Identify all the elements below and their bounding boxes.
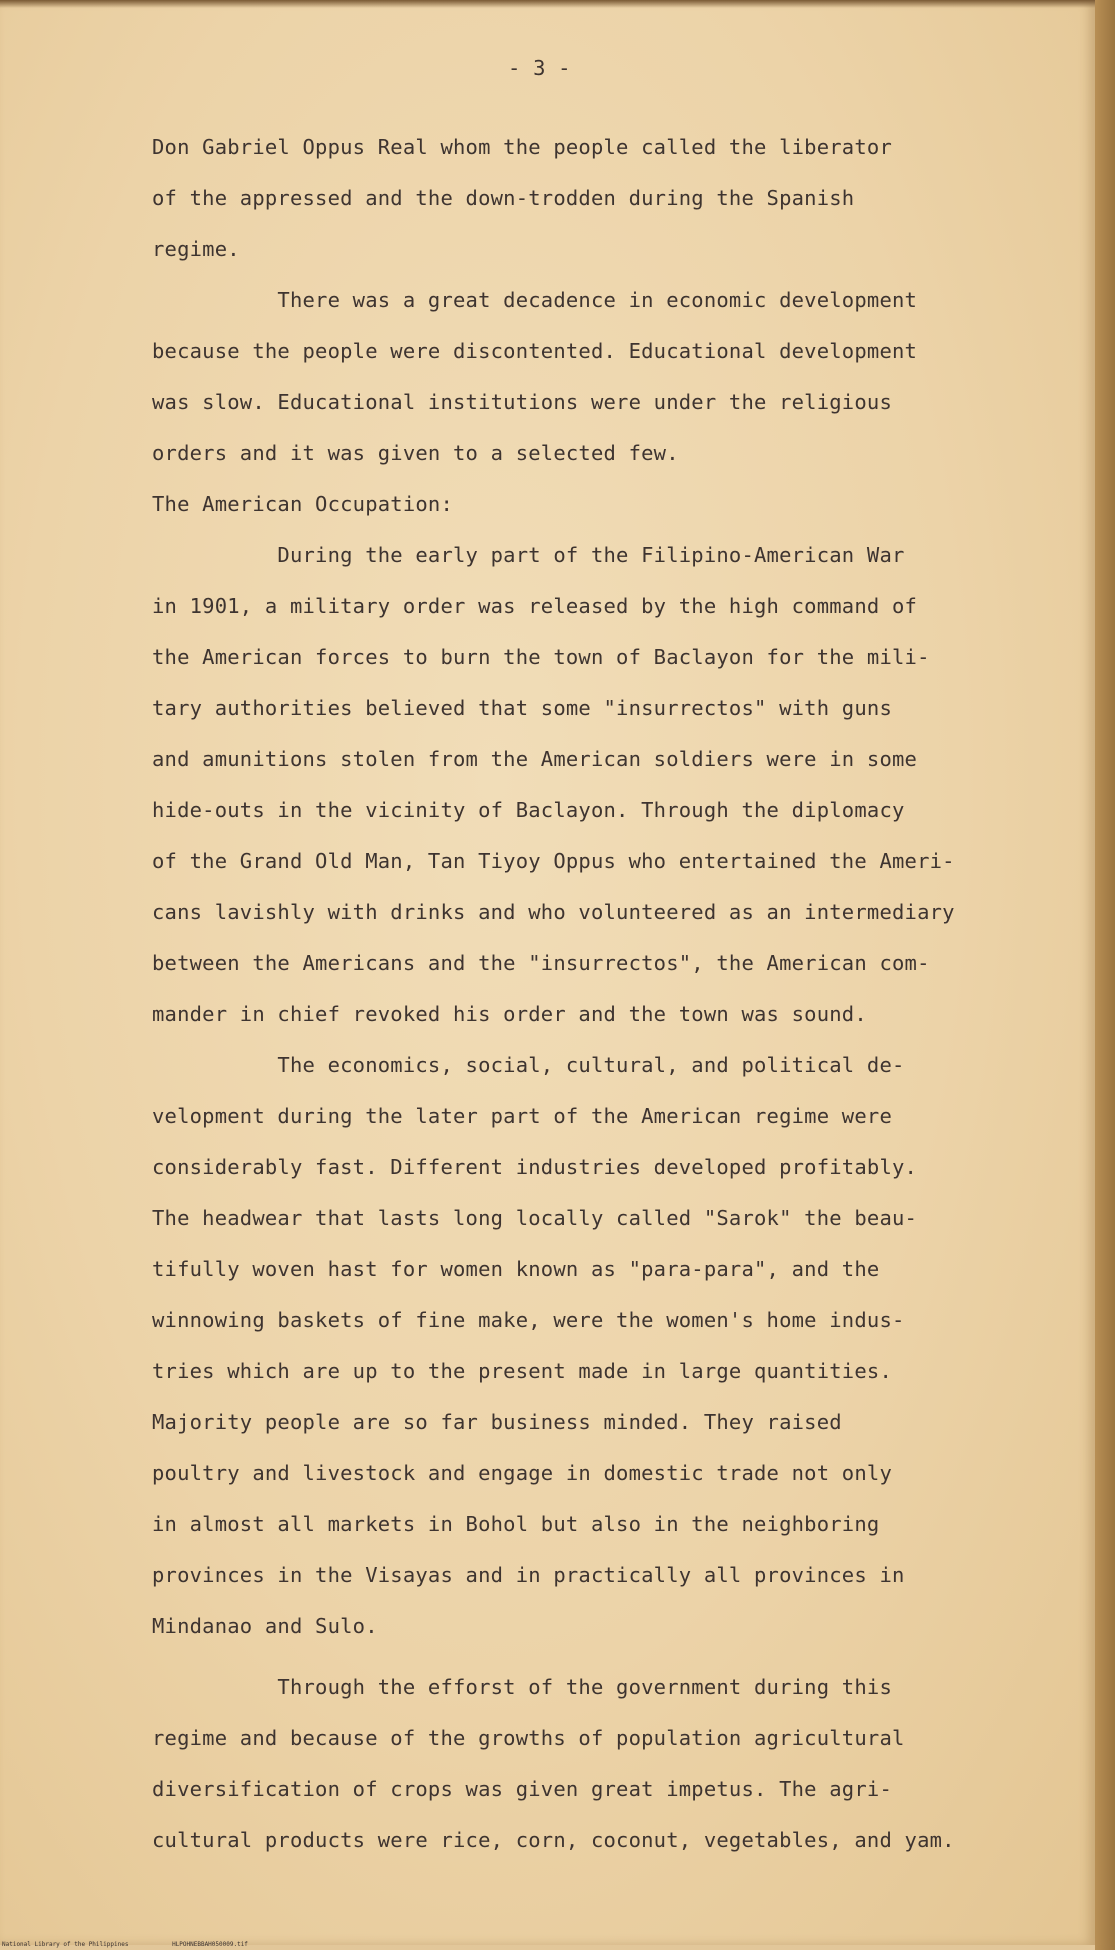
footer-file: HLPOHNEBBAH050009.tif xyxy=(172,1941,248,1948)
text-line: in 1901, a military order was released by the high command of xyxy=(152,594,918,618)
scan-footer xyxy=(2,1941,288,1948)
text-line: The headwear that lasts long locally called "Sarok" the beau- xyxy=(152,1206,918,1230)
text-line: tifully woven hast for women known as "para-para", and the xyxy=(152,1257,880,1281)
text-line: provinces in the Visayas and in practically all provinces in xyxy=(152,1563,905,1587)
text-line: between the Americans and the "insurrectos", the American com- xyxy=(152,951,930,975)
text-line: orders and it was given to a selected few. xyxy=(152,441,679,465)
text-line: Majority people are so far business minded. They raised xyxy=(152,1410,842,1434)
section-heading: The American Occupation: xyxy=(152,492,454,516)
text-line: hide-outs in the vicinity of Baclayon. Through the diplomacy xyxy=(152,798,905,822)
page-number: - 3 - xyxy=(508,56,571,80)
text-line: cans lavishly with drinks and who volunteered as an intermediary xyxy=(152,900,955,924)
text-line: was slow. Educational institutions were under the religious xyxy=(152,390,892,414)
text-line: tary authorities believed that some "insurrectos" with guns xyxy=(152,696,892,720)
text-line: of the Grand Old Man, Tan Tiyoy Oppus who entertained the Ameri- xyxy=(152,849,955,873)
text-line: During the early part of the Filipino-American War xyxy=(152,543,905,567)
text-line: cultural products were rice, corn, coconut, vegetables, and yam. xyxy=(152,1828,955,1852)
text-line: diversification of crops was given great impetus. The agri- xyxy=(152,1777,892,1801)
text-line: because the people were discontented. Educational development xyxy=(152,339,918,363)
text-line: considerably fast. Different industries developed profitably. xyxy=(152,1155,918,1179)
footer-library: National Library of the Philippines xyxy=(2,1941,129,1948)
text-line: velopment during the later part of the American regime were xyxy=(152,1104,892,1128)
text-line: Don Gabriel Oppus Real whom the people called the liberator xyxy=(152,135,892,159)
text-line: and amunitions stolen from the American soldiers were in some xyxy=(152,747,918,771)
text-line: The economics, social, cultural, and political de- xyxy=(152,1053,905,1077)
text-line: in almost all markets in Bohol but also in the neighboring xyxy=(152,1512,880,1536)
page-top-shadow xyxy=(0,0,1095,8)
text-line: Mindanao and Sulo. xyxy=(152,1614,378,1638)
text-line: of the appressed and the down-trodden during the Spanish xyxy=(152,186,855,210)
text-line: winnowing baskets of fine make, were the women's home indus- xyxy=(152,1308,905,1332)
text-line: mander in chief revoked his order and the town was sound. xyxy=(152,1002,867,1026)
text-line: There was a great decadence in economic development xyxy=(152,288,918,312)
text-line: Through the efforst of the government during this xyxy=(152,1675,892,1699)
text-line: regime and because of the growths of population agricultural xyxy=(152,1726,905,1750)
text-line: poultry and livestock and engage in domestic trade not only xyxy=(152,1461,892,1485)
text-line: the American forces to burn the town of Baclayon for the mili- xyxy=(152,645,930,669)
text-line: regime. xyxy=(152,237,240,261)
text-line: tries which are up to the present made in large quantities. xyxy=(152,1359,892,1383)
page-edge xyxy=(1095,0,1115,1950)
